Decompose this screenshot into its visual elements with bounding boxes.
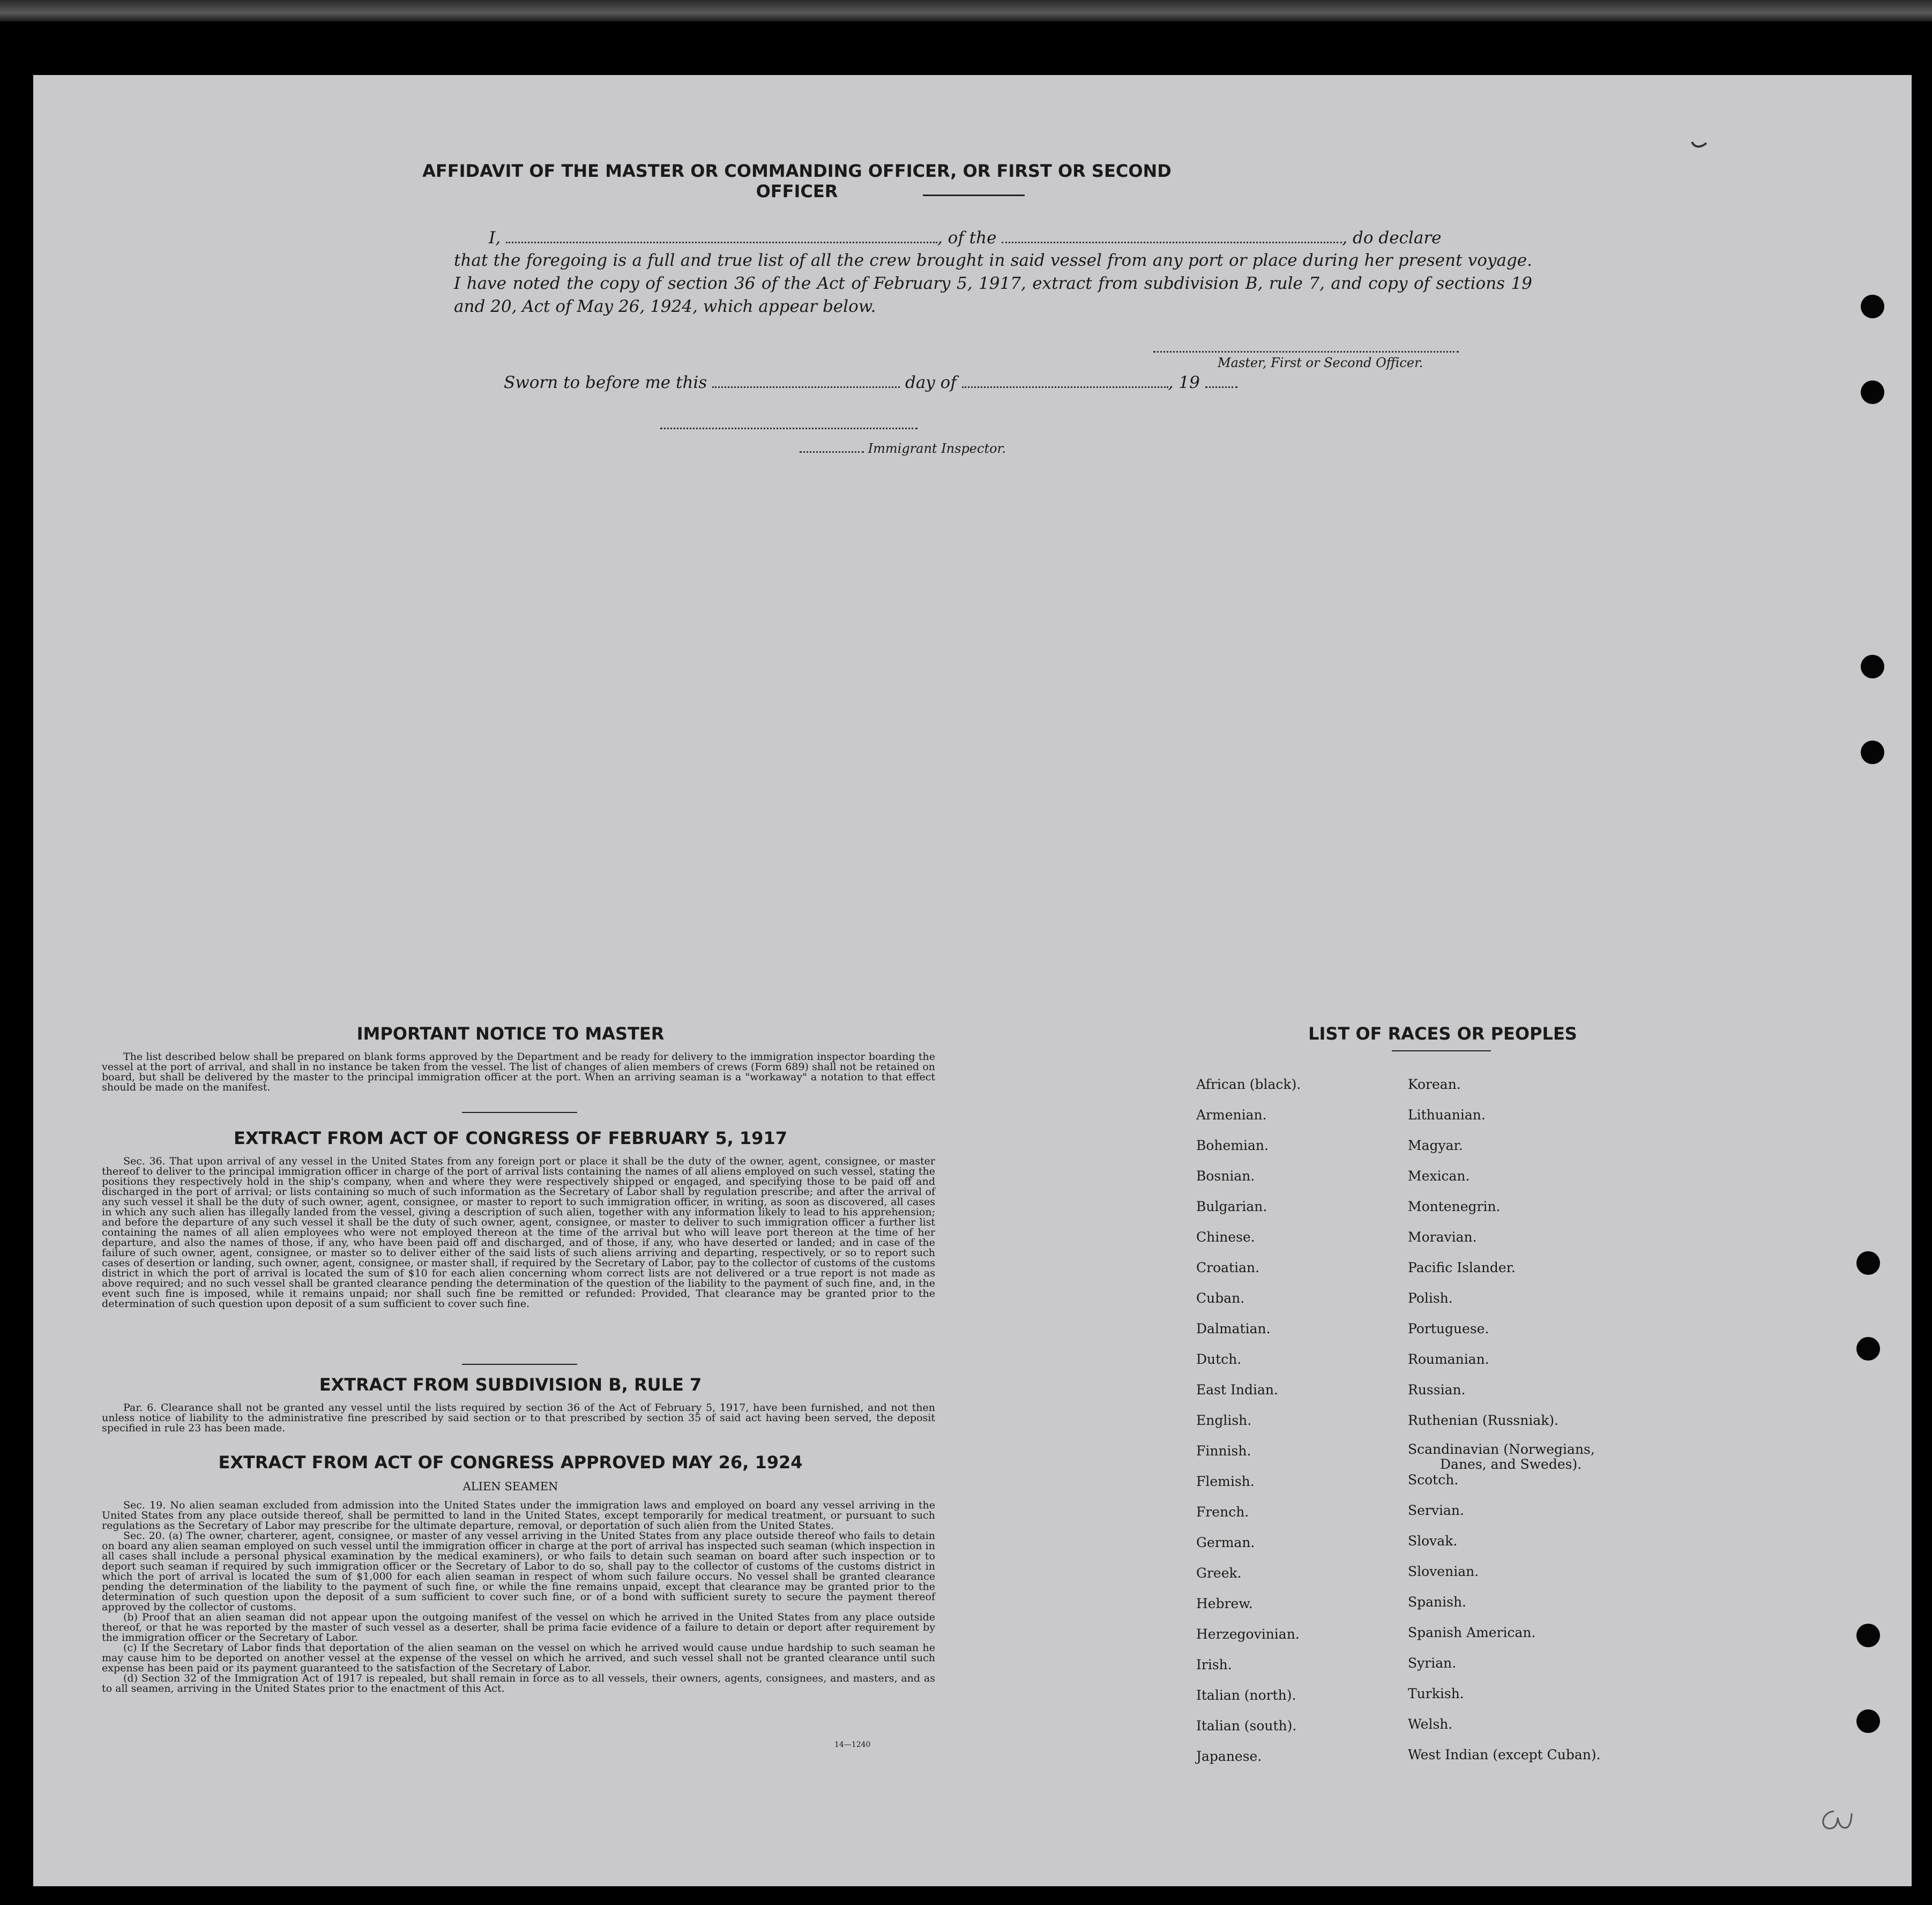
extract-1924-title: EXTRACT FROM ACT OF CONGRESS APPROVED MAY 26, 1924 [218,1452,803,1473]
sworn-year-label: , 19 [1168,373,1200,392]
race-item: West Indian (except Cuban). [1408,1747,1601,1762]
extract-1917-text: Sec. 36. That upon arrival of any vessel in the United States from any foreign port or place it shall be the duty of the owner, agent, consignee, or master thereof to deliver to the principal immigration officer in charge of the port of arrival lists containing the names of all aliens employed on such vessel, stating the positions they respectively hold in the ship's company, when and where they were respectively shipped or engaged, and specifying those to be paid off and discharged in the port of arrival; or lists containing so much of such information as the Secretary of Labor shall by regulation prescribe; and after the arrival of any such vessel it shall be the duty of such owner, agent, consignee, or master to report to such immigration officer, in writing, as soon as discovered, all cases in which any such alien has illegally landed from the vessel, giving a description of such alien, together with any information likely to lead to his apprehension; and before the departure of any such vessel it shall be the duty of such owner, agent, consignee, or master to deliver to such immigration officer a further list containing the names of all alien employees who were not employed thereon at the time of the arrival but who will leave port thereon at the time of her departure, and also the names of those, if any, who have been paid off and discharged, and of those, if any, who have deserted or landed; and in case of the failure of such owner, agent, consignee, or master so to deliver either of the said lists of such aliens arriving and departing, respectively, or so to report such cases of desertion or landing, such owner, agent, consignee, or master shall, if required by the Secretary of Labor, pay to the collector of customs of the customs district in which the port of arrival is located the sum of $10 for each alien concerning whom correct lists are not delivered or a true report is not made as above required; and no such vessel shall be granted clearance pending the determination of the question of the liability to the payment of such fine, and, in the event such fine is imposed, while it remains unpaid; nor shall such fine be remitted or refunded: Provided, That clearance may be granted prior to the determination of such question upon deposit of a sum sufficient to cover such fine. [102,1155,936,1310]
document-page [33,75,1912,1886]
race-item: English. [1196,1413,1252,1428]
binder-hole [1856,1251,1880,1275]
race-item: Servian. [1408,1503,1464,1518]
races-title: LIST OF RACES OR PEOPLES [1308,1024,1577,1044]
master-signature-line [1153,351,1459,353]
extract-1924-subtitle: ALIEN SEAMEN [463,1480,558,1493]
race-item: Polish. [1408,1290,1453,1306]
race-item: Irish. [1196,1657,1232,1672]
inspector-label-row [800,441,1006,456]
notice-title: IMPORTANT NOTICE TO MASTER [356,1024,665,1044]
race-item: Croatian. [1196,1260,1260,1275]
sworn-day-label: day of [905,373,957,392]
handwritten-mark [1689,137,1711,153]
race-item-scandinavian: Scandinavian (Norwegians, [1408,1441,1595,1457]
race-item: Magyar. [1408,1138,1463,1153]
race-item: Montenegrin. [1408,1199,1501,1214]
affidavit-declaration-line [489,227,1534,250]
race-item: Cuban. [1196,1290,1245,1306]
divider [462,1364,577,1365]
race-item: Armenian. [1196,1107,1267,1123]
race-item: Flemish. [1196,1474,1255,1489]
race-item [1408,1442,1676,1473]
affidavit-i-label: I, [489,228,501,248]
binder-hole [1856,1624,1880,1647]
race-item: Bohemian. [1196,1138,1269,1153]
race-item: Herzegovinian. [1196,1626,1300,1642]
race-item: Pacific Islander. [1408,1260,1516,1275]
extract-1924-body [102,1500,935,1694]
extract-1917-title: EXTRACT FROM ACT OF CONGRESS OF FEBRUARY 5, 1917 [234,1128,787,1148]
inspector-label: Immigrant Inspector. [868,441,1006,456]
affidavit-declare-label: , do declare [1342,228,1442,248]
race-item: African (black). [1196,1077,1301,1092]
binder-hole [1861,295,1884,318]
sworn-year-blank [1205,386,1237,388]
race-item: Russian. [1408,1382,1466,1398]
scan-top-edge [0,0,1932,21]
race-item: Lithuanian. [1408,1107,1486,1123]
races-title-rule [1392,1050,1491,1051]
sworn-line [504,371,1415,394]
race-item: Dalmatian. [1196,1321,1271,1336]
binder-hole [1861,655,1884,678]
race-item: Ruthenian (Russniak). [1408,1413,1559,1428]
race-item: Roumanian. [1408,1351,1489,1367]
race-item: Turkish. [1408,1686,1464,1701]
sec-20b-text: (b) Proof that an alien seaman did not appear upon the outgoing manifest of the vessel on which he arrived in the United States from any place outside thereof, or that he was reported by the master of such vessel as a deserter, shall be prima facie evidence of a failure to detain or deport after requirement by the immigration officer or the Secretary of Labor. [102,1611,935,1643]
race-item: Moravian. [1408,1229,1477,1245]
race-item: Slovak. [1408,1533,1458,1549]
binder-hole [1861,380,1884,404]
sworn-month-blank [962,386,1168,388]
master-signature-label: Master, First or Second Officer. [1218,355,1423,370]
binder-hole [1861,741,1884,764]
sworn-date-blank [712,386,900,388]
races-left-column [1196,1077,1400,1780]
race-item: Spanish. [1408,1594,1467,1610]
race-item: Bosnian. [1196,1168,1255,1184]
race-item: Bulgarian. [1196,1199,1267,1214]
race-item: Scotch. [1408,1472,1459,1488]
race-item: East Indian. [1196,1382,1278,1398]
inspector-name-blank [800,451,864,453]
name-blank [506,241,937,243]
race-item: Mexican. [1408,1168,1470,1184]
inspector-signature-line [660,428,917,429]
notice-text: The list described below shall be prepared on blank forms approved by the Department and be ready for delivery to the immigration inspector boarding the vessel at the port of arrival, and shall in no instance be taken from the vessel. The list of changes of alien members of crews (Form 689) shall not be retained on board, but shall be delivered by the master to the principal immigration officer at the port. When an arriving seaman is a "workaway" a notation to that effect should be made on the manifest. [102,1051,935,1093]
binder-hole [1856,1709,1880,1733]
race-item: Dutch. [1196,1351,1242,1367]
extract-rule7-text: Par. 6. Clearance shall not be granted any vessel until the lists required by section 36 of the Act of February 5, 1917, have been furnished, and not then unless notice of liability to the administrative fine prescribed by said section or to that prescribed by section 35 of said act having been served, the deposit specified in rule 23 has been made. [102,1402,935,1434]
race-item: Italian (north). [1196,1687,1296,1703]
handwritten-mark [1815,1806,1863,1838]
race-item: Finnish. [1196,1443,1251,1459]
race-item: Spanish American. [1408,1625,1536,1640]
races-right-column [1408,1077,1676,1778]
sworn-prefix: Sworn to before me this [504,373,707,392]
affidavit-body: that the foregoing is a full and true list of all the crew brought in said vessel from any port or place during her present voyage. I have noted the copy of section 36 of the Act of February 5, 1917, extract from subdivision B, rule 7, and copy of sections 19 and 20, Act of May 26, 1924, which appear below. [454,251,1532,316]
sec-20c-text: (c) If the Secretary of Labor finds that deportation of the alien seaman on the vessel on which he arrived would cause undue hardship to such seaman he may cause him to be deported on another vessel at the expense of the vessel on which he arrived, and such vessel shall not be granted clearance until such expense has been paid or its payment guaranteed to the satisfaction of the Secretary of Labor. [102,1642,935,1674]
race-item: Greek. [1196,1565,1242,1581]
vessel-blank [1002,241,1342,243]
form-number: 14—1240 [834,1740,871,1749]
affidavit-of-the-label: , of the [937,228,997,248]
race-item: Slovenian. [1408,1564,1479,1579]
affidavit-title: AFFIDAVIT OF THE MASTER OR COMMANDING OFFICER, OR FIRST OR SECOND OFFICER [422,161,1172,201]
sec-20d-text: (d) Section 32 of the Immigration Act of 1917 is repealed, but shall remain in force as to all vessels, their owners, agents, consignees, and masters, and as to all seamen, arriving in the United States prior to the enactment of this Act. [102,1672,935,1694]
binder-hole [1856,1337,1880,1361]
race-item: Welsh. [1408,1716,1453,1732]
race-item: Chinese. [1196,1229,1255,1245]
extract-rule7-title: EXTRACT FROM SUBDIVISION B, RULE 7 [319,1374,702,1395]
race-item: French. [1196,1504,1249,1520]
affidavit-title-rule [923,195,1025,196]
race-item: Japanese. [1196,1749,1262,1764]
race-item: Syrian. [1408,1655,1457,1671]
race-item: German. [1196,1535,1255,1550]
sec-19-text: Sec. 19. No alien seaman excluded from admission into the United States under the immigration laws and employed on board any vessel arriving in the United States from any place outside thereof, shall be permitted to land in the United States, except temporarily for medical treatment, or pursuant to such regulations as the Secretary of Labor may prescribe for the ultimate departure, removal, or deportation of such alien from the United States. [102,1499,935,1532]
race-item: Italian (south). [1196,1718,1297,1734]
sec-20a-text: Sec. 20. (a) The owner, charterer, agent, consignee, or master of any vessel arriving in the United States from any place outside thereof who fails to detain on board any alien seaman employed on such vessel until the immigration officer in charge at the port of arrival has inspected such seaman (which inspection in all cases shall include a personal physical examination by the medical examiners), or who fails to detain such seaman on board after such inspection or to deport such seaman if required by such immigration officer or the Secretary of Labor to do so, shall pay to the collector of customs of the customs district in which the port of arrival is located the sum of $1,000 for each alien seaman in respect of whom such failure occurs. No vessel shall be granted clearance pending the determination of the liability to the payment of such fine, or while the fine remains unpaid, except that clearance may be granted prior to the determination of such question upon the deposit of a sum sufficient to cover such fine, or of a bond with sufficient surety to secure the payment thereof approved by the collector of customs. [102,1530,935,1613]
race-item: Korean. [1408,1077,1461,1092]
race-item-scandinavian-cont: Danes, and Swedes). [1440,1456,1582,1472]
divider [462,1112,577,1113]
race-item: Portuguese. [1408,1321,1489,1336]
race-item: Hebrew. [1196,1596,1253,1611]
